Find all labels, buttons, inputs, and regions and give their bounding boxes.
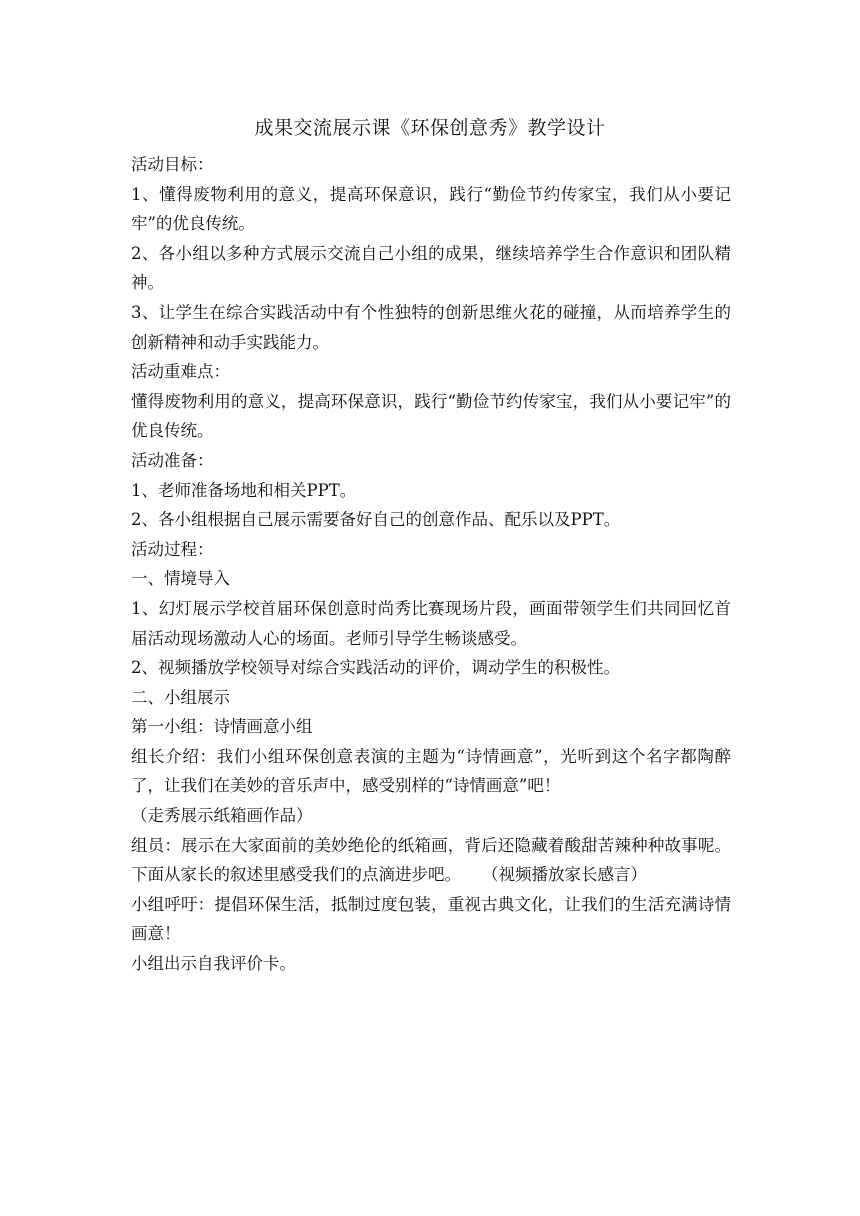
goal-item: 3、让学生在综合实践活动中有个性独特的创新思维火花的碰撞，从而培养学生的创新精神和动手实践能力。 xyxy=(131,302,731,352)
heading-key-points: 活动重难点： xyxy=(131,362,230,382)
process-item: 2、视频播放学校领导对综合实践活动的评价，调动学生的积极性。 xyxy=(131,658,620,678)
group-appeal: 小组呼吁：提倡环保生活，抵制过度包装，重视古典文化，让我们的生活充满诗情画意！ xyxy=(131,894,731,944)
heading-activity-goals: 活动目标： xyxy=(131,155,214,174)
document-body xyxy=(131,150,731,979)
heading-process: 活动过程： xyxy=(131,539,214,559)
preparation-item: 1、老师准备场地和相关PPT。 xyxy=(131,480,357,500)
section-heading: 一、情境导入 xyxy=(131,569,230,589)
process-item: 1、幻灯展示学校首届环保创意时尚秀比赛现场片段，画面带领学生们共同回忆首届活动现场激动人心的场面。老师引导学生畅谈感受。 xyxy=(131,598,731,648)
self-evaluation-note: 小组出示自我评价卡。 xyxy=(131,954,296,974)
document-title: 成果交流展示课《环保创意秀》教学设计 xyxy=(254,117,606,139)
goal-item: 1、懂得废物利用的意义，提高环保意识，践行“勤俭节约传家宝，我们从小要记牢”的优良传统。 xyxy=(131,184,731,234)
member-speech: 组员：展示在大家面前的美妙绝伦的纸箱画，背后还隐藏着酸甜苦辣种种故事呢。下面从家长的叙述里感受我们的点滴进步吧。 （视频播放家长感言） xyxy=(131,835,731,885)
key-points-text: 懂得废物利用的意义，提高环保意识，践行“勤俭节约传家宝，我们从小要记牢”的优良传统。 xyxy=(131,391,731,441)
preparation-item: 2、各小组根据自己展示需要备好自己的创意作品、配乐以及PPT。 xyxy=(131,510,621,530)
goal-item: 2、各小组以多种方式展示交流自己小组的成果，继续培养学生合作意识和团队精神。 xyxy=(131,243,731,293)
leader-introduction: 组长介绍：我们小组环保创意表演的主题为“诗情画意”，光听到这个名字都陶醉了，让我们在美妙的音乐声中，感受别样的“诗情画意”吧！ xyxy=(131,746,731,796)
stage-direction: （走秀展示纸箱画作品） xyxy=(131,806,313,826)
group-heading: 第一小组：诗情画意小组 xyxy=(131,717,313,737)
section-heading: 二、小组展示 xyxy=(131,687,230,707)
heading-preparation: 活动准备： xyxy=(131,450,214,470)
